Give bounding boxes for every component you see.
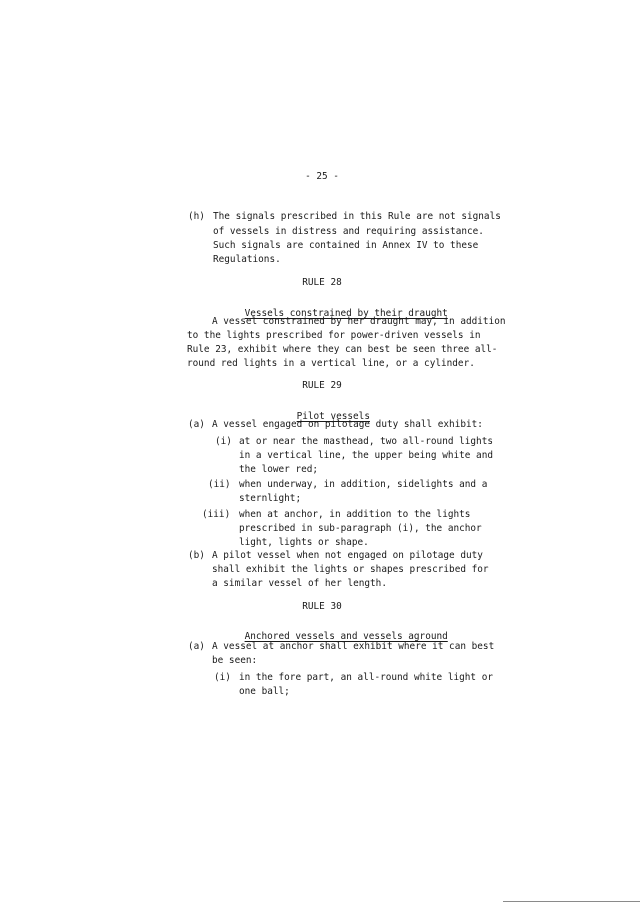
rule-30-heading: RULE 30 xyxy=(302,601,342,612)
rule-29-a-iii-line-2: prescribed in sub-paragraph (i), the anchor xyxy=(239,523,482,534)
rule-29-a-label: (a) xyxy=(188,419,205,430)
rule-29-b-label: (b) xyxy=(188,550,205,561)
scan-edge-line xyxy=(503,901,640,902)
rule-28-title-text: Vessels constrained by their draught xyxy=(244,308,448,319)
rule-29-a-ii-line-1: when underway, in addition, sidelights and a xyxy=(239,479,488,490)
rule-29-a-iii-line-1: when at anchor, in addition to the lights xyxy=(239,509,471,520)
para-h-label: (h) xyxy=(188,211,205,222)
para-h-line-1: The signals prescribed in this Rule are not signals xyxy=(213,211,501,222)
rule-29-heading: RULE 29 xyxy=(302,380,342,391)
rule-29-b-line-1: A pilot vessel when not engaged on pilotage duty xyxy=(212,550,483,561)
rule-29-a-iii-label: (iii) xyxy=(202,509,231,520)
rule-29-a-i-line-1: at or near the masthead, two all-round lights xyxy=(239,436,493,447)
rule-29-title-text: Pilot vessels xyxy=(296,411,370,422)
rule-28-line-2: to the lights prescribed for power-driven vessels in xyxy=(187,330,481,341)
rule-29-a-i-label: (i) xyxy=(215,436,232,447)
rule-29-b-line-2: shall exhibit the lights or shapes prescribed for xyxy=(212,564,489,575)
rule-30-a-i-line-2: one ball; xyxy=(239,686,290,697)
rule-30-a-line-2: be seen: xyxy=(212,655,258,666)
rule-28-line-3: Rule 23, exhibit where they can best be seen three all- xyxy=(187,344,498,355)
rule-30-a-i-label: (i) xyxy=(214,672,231,683)
rule-30-a-line-1: A vessel at anchor shall exhibit where it can best xyxy=(212,641,495,652)
rule-29-a-ii-label: (ii) xyxy=(208,479,231,490)
para-h-line-3: Such signals are contained in Annex IV to these xyxy=(213,240,479,251)
rule-29-b-line-3: a similar vessel of her length. xyxy=(212,578,387,589)
page-number: - 25 - xyxy=(305,171,339,182)
rule-29-a-i-line-3: the lower red; xyxy=(239,464,319,475)
rule-28-line-4: round red lights in a vertical line, or a cylinder. xyxy=(187,358,475,369)
rule-29-a-iii-line-3: light, lights or shape. xyxy=(239,537,369,548)
rule-28-line-1: A vessel constrained by her draught may, in addition xyxy=(212,316,506,327)
rule-30-a-i-line-1: in the fore part, an all-round white light or xyxy=(239,672,493,683)
rule-30-title-text: Anchored vessels and vessels aground xyxy=(244,631,448,642)
rule-29-a-i-line-2: in a vertical line, the upper being white and xyxy=(239,450,493,461)
rule-28-heading: RULE 28 xyxy=(302,277,342,288)
rule-29-a-text: A vessel engaged on pilotage duty shall exhibit: xyxy=(212,419,483,430)
para-h-line-4: Regulations. xyxy=(213,254,281,265)
rule-30-a-label: (a) xyxy=(188,641,205,652)
para-h-line-2: of vessels in distress and requiring assistance. xyxy=(213,226,484,237)
rule-29-a-ii-line-2: sternlight; xyxy=(239,493,302,504)
